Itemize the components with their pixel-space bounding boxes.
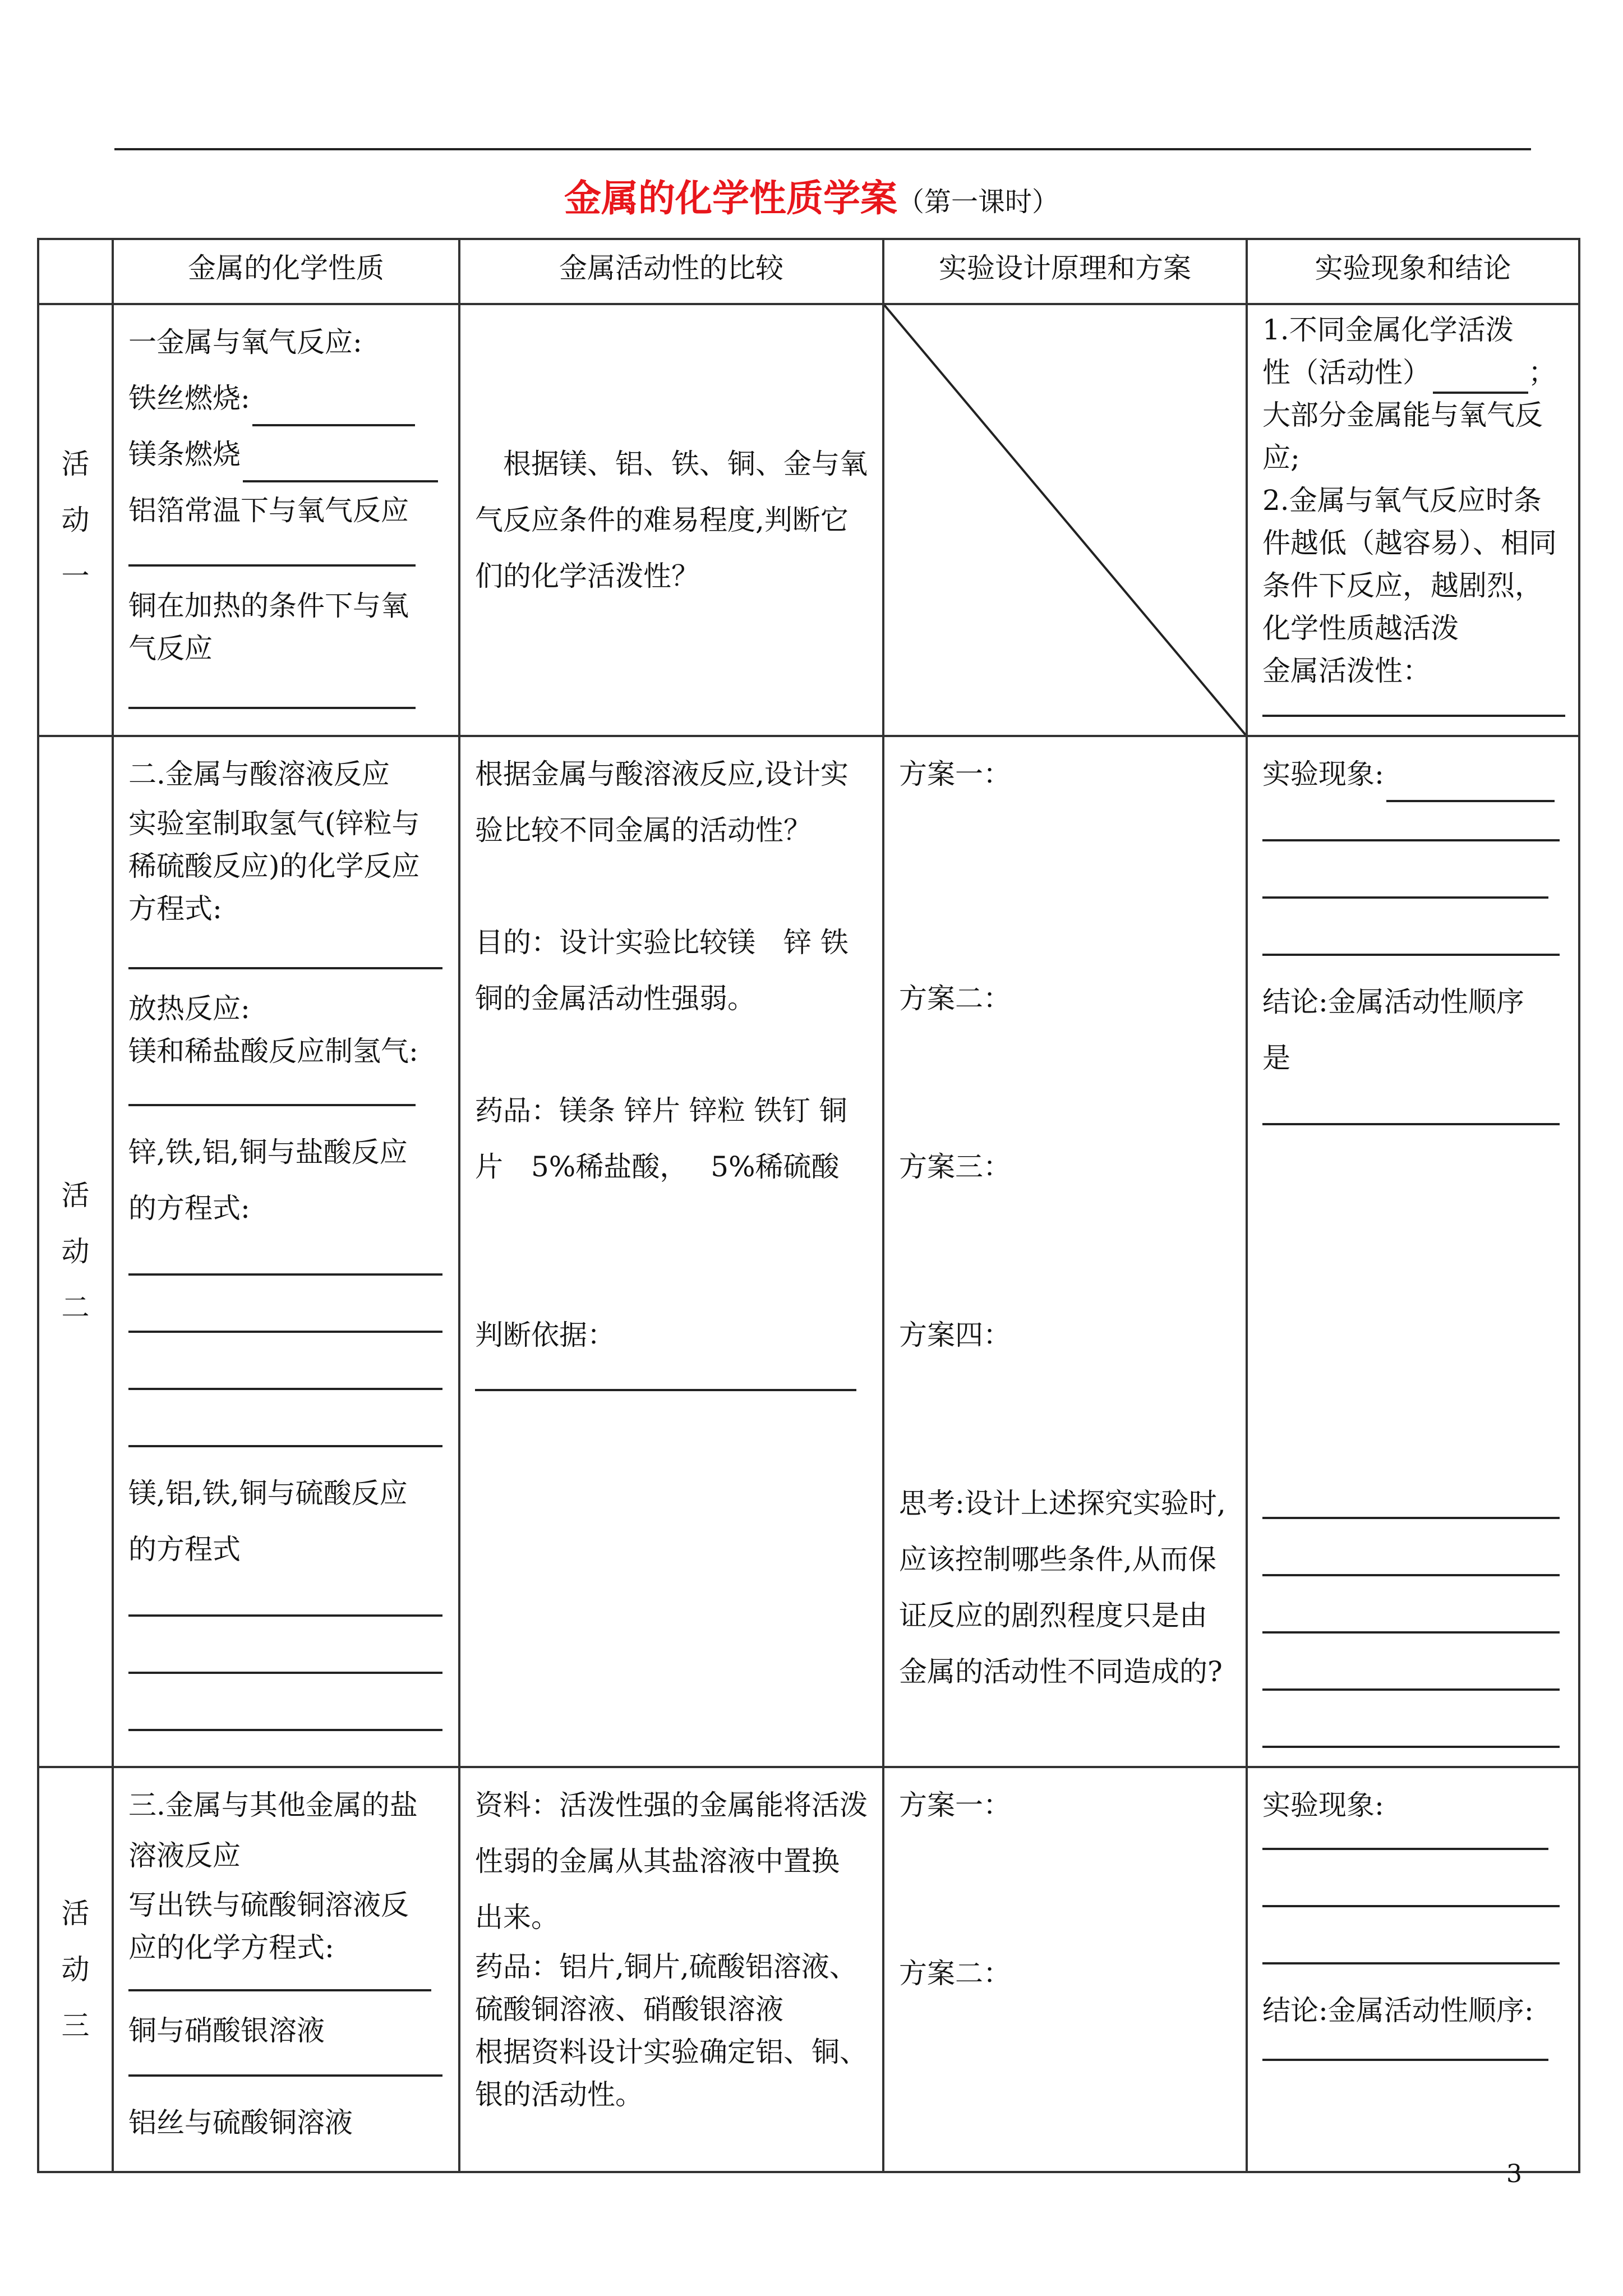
phenomenon-blank[interactable] bbox=[1386, 769, 1555, 802]
activity2-properties: 二.金属与酸溶液反应 实验室制取氢气(锌粒与 稀硫酸反应)的化学反应 方程式: 放热反应: 镁和稀盐酸反应制氢气: 锌,铁,铝,铜与盐酸反应 的方程式: 镁,铝,铁,铜与硫酸反应 的方程式 bbox=[113, 736, 459, 1767]
activity3-label: 活 动 三 bbox=[38, 1767, 113, 2172]
activity2-conclusion: 实验现象: 结论:金属活动性顺序 是 bbox=[1247, 736, 1579, 1767]
activity3-row bbox=[38, 1767, 1579, 2172]
hcl-blank-4[interactable] bbox=[128, 1408, 442, 1447]
activity-order-blank[interactable] bbox=[1262, 692, 1565, 717]
a3-phenomenon-blank-2[interactable] bbox=[1262, 1868, 1560, 1907]
mg-hcl-blank[interactable] bbox=[128, 1067, 416, 1106]
activity2-comparison: 根据金属与酸溶液反应,设计实 验比较不同金属的活动性？ 目的：设计实验比较镁 锌 铁 铜的金属活动性强弱。 药品：镁条 锌片 锌粒 铁钉 铜 片 5%稀盐酸， 5%稀硫酸 判断依据： bbox=[459, 736, 883, 1767]
phenomenon-blank-3[interactable] bbox=[1262, 859, 1548, 899]
header-conclusion: 实验现象和结论 bbox=[1247, 239, 1579, 304]
hcl-blank-2[interactable] bbox=[128, 1294, 442, 1333]
h2so4-blank-1[interactable] bbox=[128, 1577, 442, 1617]
think-blank-2[interactable] bbox=[1262, 1537, 1560, 1576]
cu-agno3-blank[interactable] bbox=[128, 2052, 442, 2077]
lab-equation-blank[interactable] bbox=[128, 930, 442, 969]
hcl-blank-1[interactable] bbox=[128, 1236, 442, 1276]
activity2-design: 方案一： 方案二： 方案三： 方案四： 思考:设计上述探究实验时, 应该控制哪些条件,从而保 证反应的剧烈程度只是由 金属的活动性不同造成的? bbox=[883, 736, 1247, 1767]
phenomenon-blank-4[interactable] bbox=[1262, 917, 1560, 956]
order-blank[interactable] bbox=[1262, 1086, 1560, 1125]
activity3-conclusion: 实验现象: 结论:金属活动性顺序: bbox=[1247, 1767, 1579, 2172]
activity3-properties: 三.金属与其他金属的盐 溶液反应 写出铁与硫酸铜溶液反 应的化学方程式: 铜与硝酸银溶液 铝丝与硫酸铜溶液 bbox=[113, 1767, 459, 2172]
h2so4-blank-2[interactable] bbox=[128, 1635, 442, 1674]
header-comparison: 金属活动性的比较 bbox=[459, 239, 883, 304]
think-blank-3[interactable] bbox=[1262, 1594, 1560, 1634]
copper-blank[interactable] bbox=[128, 670, 416, 709]
page-number: 3 bbox=[1506, 2160, 1522, 2188]
activity1-row bbox=[38, 304, 1579, 736]
activity3-design: 方案一： 方案二： bbox=[883, 1767, 1247, 2172]
a3-phenomenon-blank-3[interactable] bbox=[1262, 1925, 1560, 1964]
activity3-comparison: 资料：活泼性强的金属能将活泼 性弱的金属从其盐溶液中置换 出来。 药品：铝片,铜片,硫酸铝溶液、 硫酸铜溶液、硝酸银溶液 根据资料设计实验确定铝、铜、 银的活动性。 bbox=[459, 1767, 883, 2172]
diagonal-line bbox=[884, 305, 1246, 735]
activity-blank[interactable] bbox=[1433, 364, 1528, 394]
header-corner bbox=[38, 239, 113, 304]
header-properties: 金属的化学性质 bbox=[113, 239, 459, 304]
magnesium-blank[interactable] bbox=[243, 449, 438, 482]
title-main: 金属的化学性质学案 bbox=[564, 176, 897, 220]
activity1-design-empty bbox=[883, 304, 1247, 736]
header-row bbox=[38, 239, 1579, 304]
think-blank-5[interactable] bbox=[1262, 1709, 1560, 1748]
h2so4-blank-3[interactable] bbox=[128, 1692, 442, 1731]
title-sub: （第一课时） bbox=[897, 186, 1059, 218]
header-design: 实验设计原理和方案 bbox=[883, 239, 1247, 304]
hcl-blank-3[interactable] bbox=[128, 1351, 442, 1390]
activity1-comparison: 根据镁、铝、铁、铜、金与氧 气反应条件的难易程度,判断它 们的化学活泼性？ bbox=[459, 304, 883, 736]
page-title bbox=[0, 168, 1623, 222]
activity1-properties: 一金属与氧气反应: 铁丝燃烧: 镁条燃烧 铝箔常温下与氧气反应 铜在加热的条件下与氧 气反应 bbox=[113, 304, 459, 736]
think-blank-1[interactable] bbox=[1262, 1480, 1560, 1519]
worksheet-table bbox=[37, 238, 1580, 2173]
header-rule bbox=[114, 148, 1531, 150]
activity1-label: 活 动 一 bbox=[38, 304, 113, 736]
activity1-conclusion: 1.不同金属化学活泼 性（活动性） ； 大部分金属能与氧气反 应; 2.金属与氧气反应时条 件越低（越容易）、相同 条件下反应，越剧烈， 化学性质越活泼 金属活泼性： bbox=[1247, 304, 1579, 736]
activity2-row bbox=[38, 736, 1579, 1767]
phenomenon-blank-2[interactable] bbox=[1262, 802, 1560, 841]
fe-cuso4-blank[interactable] bbox=[128, 1969, 431, 1991]
iron-blank[interactable] bbox=[252, 393, 415, 426]
activity2-label: 活 动 二 bbox=[38, 736, 113, 1767]
think-blank-4[interactable] bbox=[1262, 1651, 1560, 1691]
